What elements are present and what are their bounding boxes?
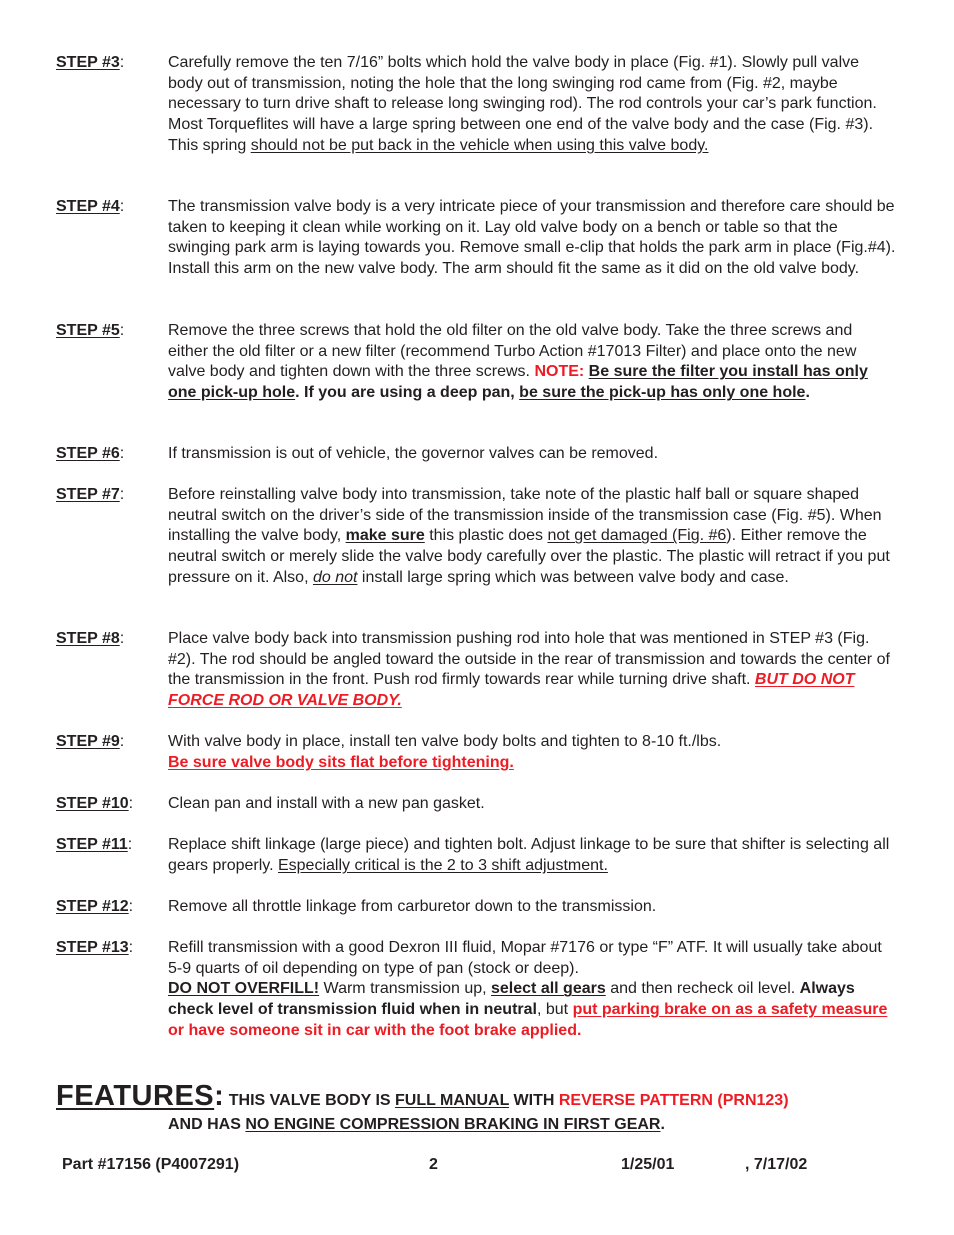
footer-page-number: 2	[429, 1156, 438, 1173]
text-run: ). Either remove the neutral switch or merely slide the valve body carefully over the plastic. The plastic will retract if you put pressure on it. Also,	[168, 527, 890, 586]
step-7	[56, 485, 896, 589]
text-run: make sure	[345, 527, 425, 545]
text-run: Clean pan and install with a new pan gasket.	[168, 795, 485, 812]
text-run: Be sure the filter you install has only one pick-up hole	[168, 363, 868, 402]
step-label: STEP #6:	[56, 445, 125, 462]
features-section	[56, 1080, 916, 1113]
text-run: put parking brake on as a safety measure	[572, 1001, 888, 1019]
text-run: BUT DO NOT FORCE ROD OR VALVE BODY.	[168, 671, 855, 710]
step-text	[168, 835, 896, 876]
step-12	[56, 897, 896, 918]
step-9	[56, 732, 896, 773]
step-3	[56, 53, 896, 157]
step-text	[168, 629, 896, 712]
text-run: select all gears	[491, 980, 606, 998]
step-10	[56, 794, 896, 815]
text-run: Always check level of transmission fluid when in neutral	[168, 980, 855, 1019]
text-run: Remove all throttle linkage from carburetor down to the transmission.	[168, 898, 657, 915]
text-run: Especially critical is the 2 to 3 shift adjustment.	[277, 856, 608, 874]
step-label: STEP #7:	[56, 486, 125, 503]
step-6	[56, 444, 896, 465]
text-run: be sure the pick-up has only one hole	[519, 384, 806, 402]
step-4	[56, 197, 896, 280]
text-run: NO ENGINE COMPRESSION BRAKING IN FIRST GEAR	[245, 1116, 661, 1133]
step-5	[56, 321, 896, 404]
text-run: . If you are using a deep pan,	[295, 384, 520, 402]
text-run: With valve body in place, install ten valve body bolts and tighten to 8-10 ft./lbs.	[168, 733, 722, 750]
text-run: Be sure valve body sits flat before tightening.	[168, 753, 514, 771]
step-text	[168, 938, 896, 1042]
footer-date-1: 1/25/01	[621, 1156, 675, 1173]
text-run: If transmission is out of vehicle, the governor valves can be removed.	[168, 445, 659, 462]
text-run: AND HAS	[168, 1116, 246, 1133]
text-run: install large spring which was between valve body and case.	[357, 568, 789, 586]
step-13	[56, 938, 896, 1042]
step-text	[168, 794, 896, 815]
text-run: should not be put back in the vehicle when using this valve body.	[250, 136, 709, 154]
text-run: Before reinstalling valve body into transmission, take note of the plastic half ball or square shaped neutral switch on the driver’s side of the transmission inside of the transmission case (Fig. #5). When installing the valve body,	[168, 486, 882, 545]
step-label: STEP #3:	[56, 54, 125, 71]
step-text	[168, 897, 896, 918]
text-run: Refill transmission with a good Dexron III fluid, Mopar #7176 or type “F” ATF. It will usually take about 5-9 quarts of oil depending on type of pan (stock or deep).	[168, 939, 882, 977]
footer-date-2: , 7/17/02	[745, 1156, 808, 1173]
text-run: Carefully remove the ten 7/16” bolts which hold the valve body in place (Fig. #1). Slowly pull valve body out of transmission, noting the hole that the long swinging rod came from (Fig. #2, maybe necessary to turn drive shaft to release long swinging rod). The rod controls your car’s park function. Most Torqueflites will have a large spring between one end of the valve body and the case (Fig. #3). This spring	[168, 54, 877, 154]
features-line-2	[168, 1116, 665, 1134]
features-title: FEATURES:	[56, 1080, 225, 1112]
step-text	[168, 444, 896, 465]
text-run: Replace shift linkage (large piece) and tighten bolt. Adjust linkage to be sure that shifter is selecting all gears properly.	[168, 836, 890, 874]
text-run: do not	[312, 568, 358, 586]
step-8	[56, 629, 896, 712]
step-text	[168, 485, 896, 589]
text-run: .	[660, 1116, 665, 1133]
step-text	[168, 197, 896, 280]
text-run: Remove the three screws that hold the old filter on the old valve body. Take the three screws and either the old filter or a new filter (recommend Turbo Action #17013 Filter) and place onto the new valve body and tighten down with the three screws.	[168, 322, 857, 381]
text-run: REVERSE PATTERN (PRN123)	[558, 1092, 789, 1109]
text-run: FULL MANUAL	[395, 1092, 510, 1109]
text-run: Place valve body back into transmission pushing rod into hole that was mentioned in STEP #3 (Fig. #2). The rod should be angled toward the outside in the rear of transmission and towards the center of the transmission in the front. Push rod firmly towards rear while turning drive shaft.	[168, 630, 890, 689]
text-run: this plastic does	[424, 527, 548, 545]
text-run: THIS VALVE BODY IS	[228, 1092, 396, 1109]
step-text	[168, 321, 896, 404]
step-label: STEP #4:	[56, 198, 125, 215]
text-run: WITH	[509, 1092, 559, 1109]
step-label: STEP #8:	[56, 630, 125, 647]
footer-part-number: Part #17156 (P4007291)	[62, 1156, 240, 1173]
step-label: STEP #5:	[56, 322, 125, 339]
step-label: STEP #11:	[56, 836, 133, 853]
step-label: STEP #10:	[56, 795, 134, 812]
step-11	[56, 835, 896, 876]
step-label: STEP #13:	[56, 939, 134, 956]
text-run: .	[805, 384, 810, 402]
step-label: STEP #12:	[56, 898, 134, 915]
features-line-1	[229, 1092, 789, 1109]
step-text	[168, 53, 896, 157]
text-run: DO NOT OVERFILL!	[168, 980, 320, 998]
text-run: Warm transmission up,	[319, 980, 491, 998]
text-run: NOTE:	[534, 363, 585, 381]
text-run: or have someone sit in car with the foot brake applied.	[168, 1021, 582, 1039]
step-text	[168, 732, 896, 773]
text-run: and then recheck oil level.	[605, 980, 800, 998]
step-label: STEP #9:	[56, 733, 125, 750]
text-run: not get damaged (Fig. #6	[547, 527, 727, 545]
text-run: , but	[536, 1001, 573, 1019]
text-run: The transmission valve body is a very intricate piece of your transmission and therefore care should be taken to keeping it clean while working on it. Lay old valve body on a bench or table so that the swinging park arm is laying towards you. Remove small e-clip that holds the park arm in place (Fig.#4). Install this arm on the new valve body. The arm should fit the same as it did on the old valve body.	[168, 198, 896, 278]
